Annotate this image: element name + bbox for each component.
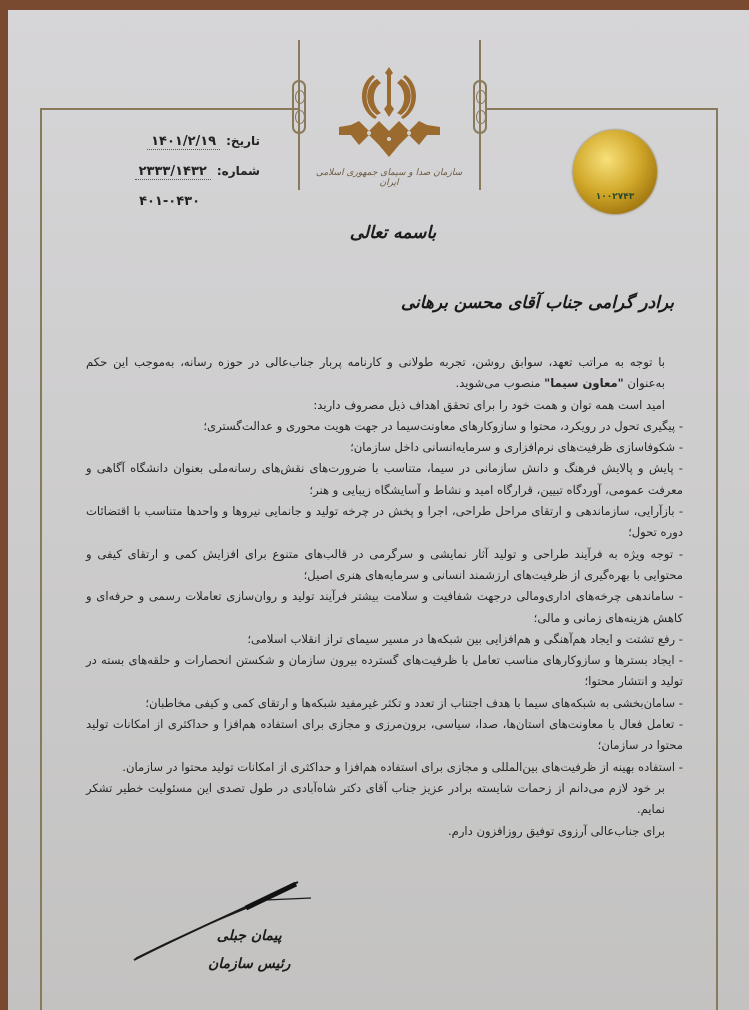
thanks-paragraph: بر خود لازم می‌دانم از زحمات شایسته برادر عزیز جناب آقای دکتر شاه‌آبادی در طول تصدی این مسئولیت خطیر تشکر نمایم. [86, 780, 665, 817]
irib-emblem-icon [337, 65, 442, 175]
number-label: شماره: [216, 164, 260, 178]
frame-top-left [40, 108, 298, 110]
goals-intro: امید است همه توان و همت خود را برای تحقق اهداف ذیل مصروف دارید: [313, 397, 665, 412]
goal-item: - ساماندهی چرخه‌های اداری‌ومالی درجهت شفافیت و سلامت بیشتر فرآیند تولید و روان‌سازی تعاملات رسمی و حرفه‌ای و کاهش هزینه‌های زمانی و مالی؛ [86, 589, 683, 625]
organization-name: سازمان صدا و سیمای جمهوری اسلامی ایران [315, 168, 463, 188]
intro-paragraph [86, 352, 683, 395]
frame-top-right [486, 108, 718, 110]
goal-item: - ایجاد بسترها و سازوکارهای مناسب تعامل با ظرفیت‌های گسترده بیرون سازمان و شکستن انحصارات و حلقه‌های بسته در تولید و انتشار محتوا؛ [86, 653, 683, 689]
seal-number: ۱۰۰۲۷۴۳ [595, 192, 635, 202]
position-title: "معاون سیما" [544, 376, 624, 391]
goal-item: - بازآرایی، سازماندهی و ارتقای مراحل طراحی، اجرا و پخش در چرخه تولید و جانمایی نیروها و واحدها متناسب با اقتضائات دوره تحول؛ [86, 504, 683, 540]
letter-paper [8, 10, 749, 1010]
goal-item: - رفع تشتت و ایجاد هم‌آهنگی و هم‌افزایی بین شبکه‌ها در مسیر سیمای تراز انقلاب اسلامی؛ [247, 631, 683, 646]
closing-paragraph: برای جناب‌عالی آرزوی توفیق روزافزون دارم. [447, 823, 665, 838]
number-row [100, 164, 260, 180]
number-value: ۲۳۳۳/۱۴۳۲ [135, 164, 211, 180]
reference-row [100, 194, 260, 209]
signatory-title: رئیس سازمان [208, 956, 291, 972]
knot-ornament-right [473, 80, 487, 134]
goal-item: - توجه ویژه به فرآیند طراحی و تولید آثار نمایشی و سرگرمی در قالب‌های متنوع برای افزایش کمی و ارتقای کیفی و محتوایی با بهره‌گیری از ظرفیت‌های ارزشمند انسانی و سرمایه‌های هنری اصیل؛ [86, 546, 683, 582]
reference-number: ۴۰۱-۰۴۳۰ [139, 194, 200, 209]
intro-end: منصوب می‌شوید. [455, 376, 541, 391]
date-value: ۱۴۰۱/۲/۱۹ [147, 134, 220, 150]
goal-item: - استفاده بهینه از ظرفیت‌های بین‌المللی و مجازی برای استفاده هم‌افزا و حداکثری از امکانات تولید محتوا در سازمان. [122, 759, 683, 774]
hologram-seal-icon [573, 130, 657, 214]
goal-item: - پیگیری تحول در رویکرد، محتوا و سازوکارهای معاونت‌سیما در جهت هویت محوری و عدالت‌گستری؛ [203, 418, 683, 433]
basmala-heading: باسمه تعالی [349, 223, 437, 243]
date-label: تاریخ: [226, 134, 260, 148]
letter-body [86, 352, 683, 842]
date-row [100, 134, 260, 150]
knot-ornament-left [292, 80, 306, 134]
frame-right [716, 108, 718, 1010]
intro-text: با توجه به مراتب تعهد، سوابق روشن، تجربه طولانی و کارنامه پربار جناب‌عالی در حوزه رسانه، به‌موجب این حکم به‌عنوان [86, 355, 665, 391]
salutation: برادر گرامی جناب آقای محسن برهانی [400, 293, 674, 313]
goal-item: - پایش و پالایش فرهنگ و دانش سازمانی در سیما، متناسب با ضرورت‌های نقش‌های رسانه‌ملی بعنوان دانشگاه آگاهی و معرفت عمومی، آوردگاه تبیین، قرارگاه امید و نشاط و آسایشگاه زیبایی و هنر؛ [86, 461, 683, 497]
letter-meta [100, 134, 260, 223]
signatory-name: پیمان جبلی [216, 928, 282, 944]
signatory-block [208, 922, 290, 978]
frame-left [40, 108, 42, 1010]
goal-item: - سامان‌بخشی به شبکه‌های سیما با هدف اجتناب از تعدد و تکثر غیرمفید شبکه‌ها و ارتقای کمی و کیفی مخاطبان؛ [145, 695, 683, 710]
goal-item: - شکوفاسازی ظرفیت‌های نرم‌افزاری و سرمایه‌انسانی داخل سازمان؛ [350, 440, 683, 455]
goal-item: - تعامل فعال با معاونت‌های استان‌ها، صدا، سیاسی، برون‌مرزی و مجازی برای استفاده هم‌افزا و حداکثری از امکانات تولید محتوا در سازمان؛ [86, 717, 683, 753]
